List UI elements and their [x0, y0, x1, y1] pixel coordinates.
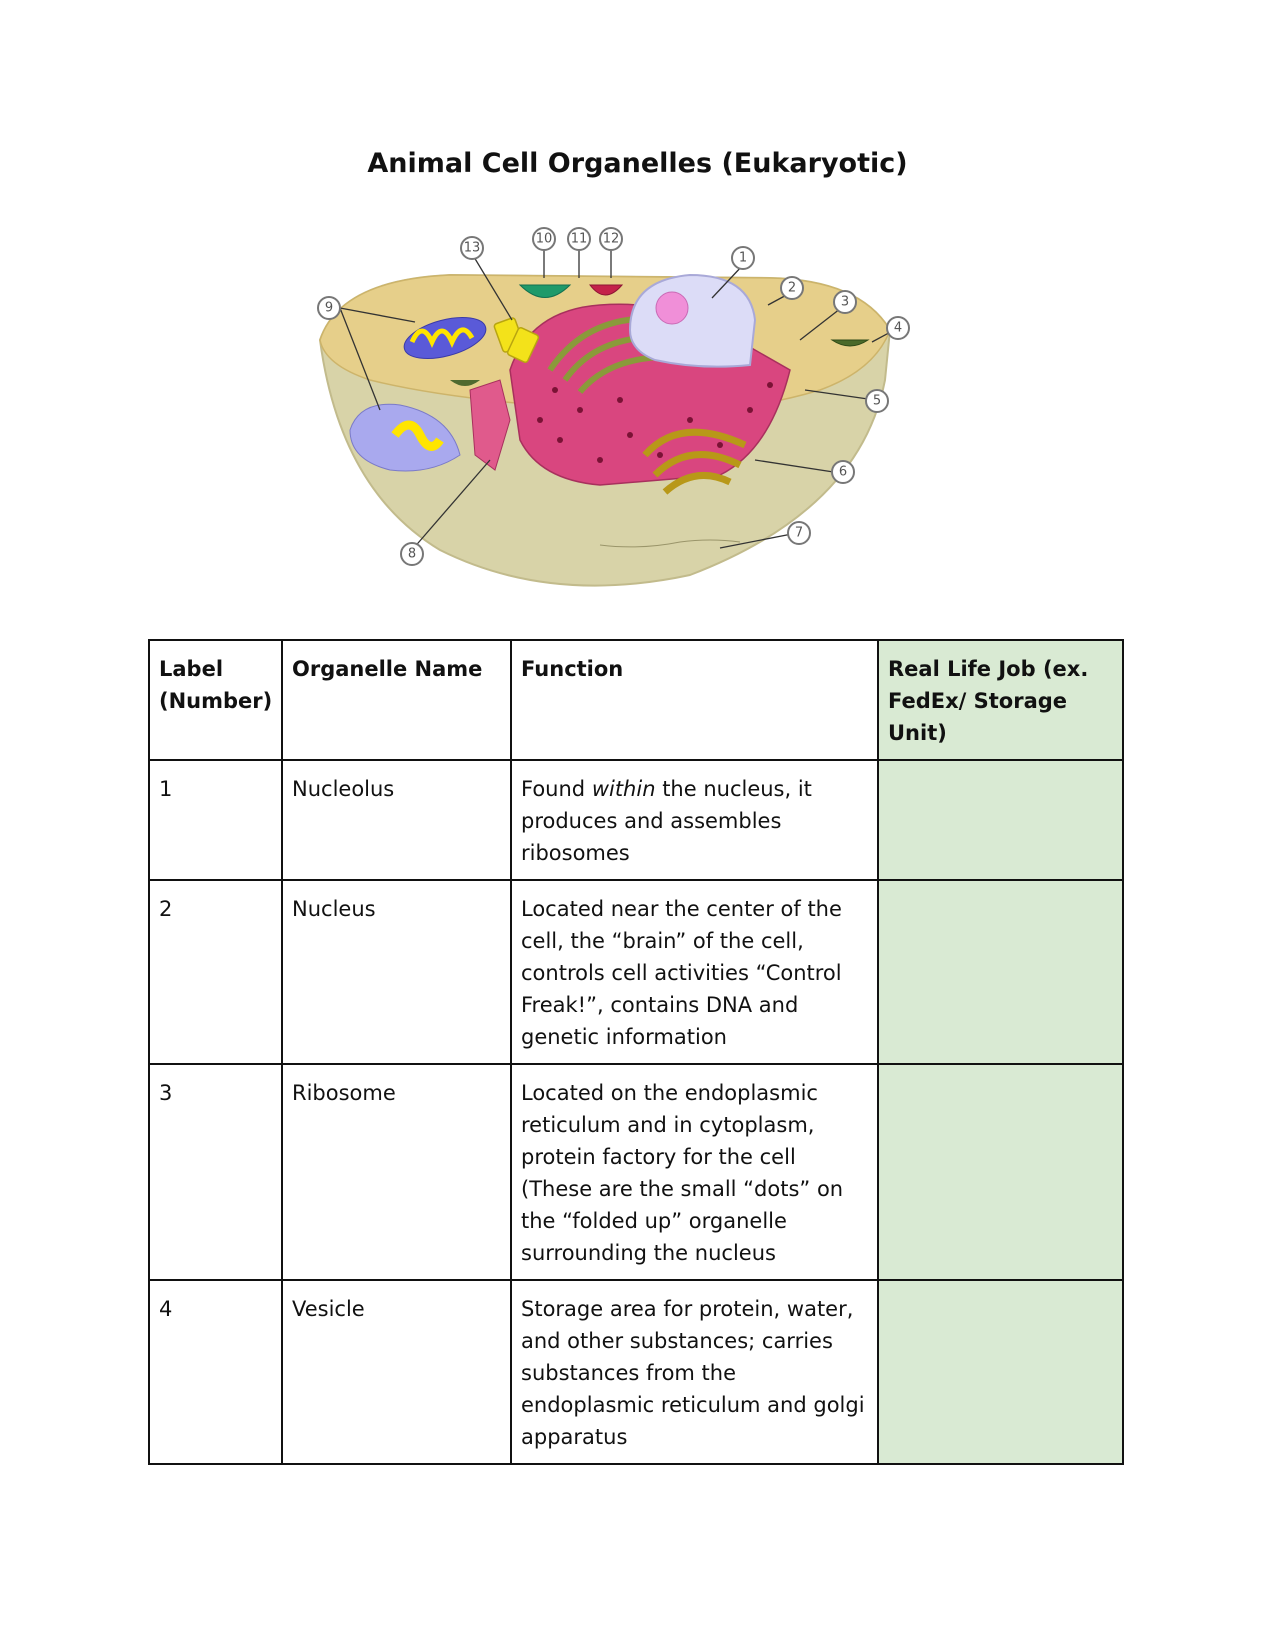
svg-text:12: 12 [602, 231, 620, 247]
table-header-row [149, 640, 1123, 760]
table-row [149, 880, 1123, 1064]
svg-text:2: 2 [787, 280, 797, 296]
row-real-life-job[interactable] [878, 880, 1123, 1064]
row-number: 1 [149, 760, 282, 880]
label-13 [461, 237, 483, 259]
label-4 [887, 317, 909, 339]
svg-text:6: 6 [838, 464, 848, 480]
label-7 [788, 522, 810, 544]
label-9 [318, 297, 340, 319]
row-number: 2 [149, 880, 282, 1064]
label-12 [600, 228, 622, 250]
table-row [149, 1064, 1123, 1280]
row-organelle-name: Ribosome [282, 1064, 511, 1280]
label-11 [568, 228, 590, 250]
header-label-number: Label (Number) [149, 640, 282, 760]
row-real-life-job[interactable] [878, 1280, 1123, 1464]
svg-text:9: 9 [324, 300, 334, 316]
row-number: 3 [149, 1064, 282, 1280]
svg-text:7: 7 [794, 525, 804, 541]
svg-text:5: 5 [872, 393, 882, 409]
svg-text:4: 4 [893, 320, 903, 336]
svg-text:13: 13 [463, 240, 481, 256]
function-emphasis: within [591, 777, 656, 801]
svg-text:11: 11 [570, 231, 588, 247]
row-organelle-name: Nucleus [282, 880, 511, 1064]
label-1 [732, 247, 754, 269]
svg-text:8: 8 [407, 546, 417, 562]
svg-text:1: 1 [738, 250, 748, 266]
svg-text:10: 10 [535, 231, 553, 247]
header-function: Function [511, 640, 878, 760]
page-title: Animal Cell Organelles (Eukaryotic) [367, 148, 908, 179]
row-organelle-name: Nucleolus [282, 760, 511, 880]
header-organelle-name: Organelle Name [282, 640, 511, 760]
row-number: 4 [149, 1280, 282, 1464]
row-real-life-job[interactable] [878, 1064, 1123, 1280]
nucleolus [656, 292, 688, 324]
row-function: Located on the endoplasmic reticulum and in cytoplasm, protein factory for the cell (These are the small “dots” on the “folded up” organelle surrounding the nucleus [511, 1064, 878, 1280]
row-function: Located near the center of the cell, the “brain” of the cell, controls cell activities “Control Freak!”, contains DNA and genetic information [511, 880, 878, 1064]
header-real-life-job: Real Life Job (ex. FedEx/ Storage Unit) [878, 640, 1123, 760]
label-5 [866, 390, 888, 412]
label-8 [401, 543, 423, 565]
label-2 [781, 277, 803, 299]
table-row [149, 1280, 1123, 1464]
row-organelle-name: Vesicle [282, 1280, 511, 1464]
row-real-life-job[interactable] [878, 760, 1123, 880]
svg-text:3: 3 [840, 294, 850, 310]
label-3 [834, 291, 856, 313]
animal-cell-diagram [300, 220, 940, 600]
row-function: Found within the nucleus, it produces and assembles ribosomes [511, 760, 878, 880]
organelle-table [148, 639, 1124, 1465]
nucleus [630, 275, 755, 367]
label-10 [533, 228, 555, 250]
table-row [149, 760, 1123, 880]
label-6 [832, 461, 854, 483]
row-function: Storage area for protein, water, and other substances; carries substances from the endoplasmic reticulum and golgi apparatus [511, 1280, 878, 1464]
